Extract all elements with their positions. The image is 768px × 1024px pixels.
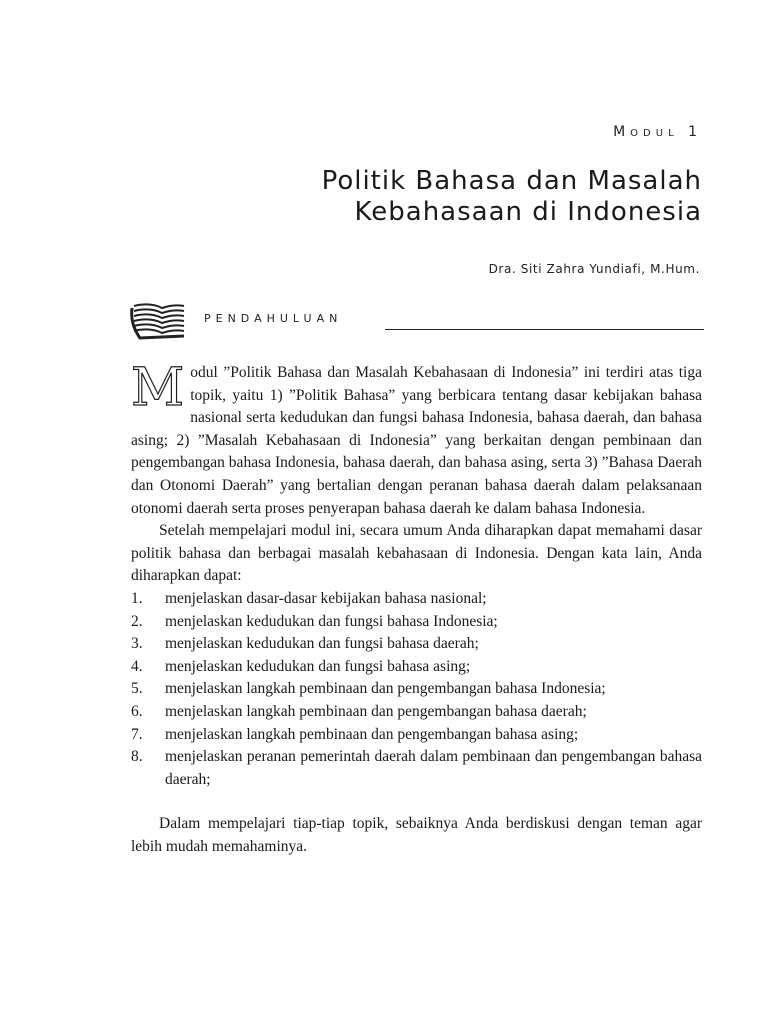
list-item bbox=[131, 633, 702, 656]
list-number: 1. bbox=[131, 589, 143, 607]
list-text: menjelaskan kedudukan dan fungsi bahasa daerah; bbox=[165, 635, 479, 653]
list-item bbox=[131, 656, 702, 679]
list-number: 6. bbox=[131, 702, 143, 720]
drop-cap: M bbox=[131, 358, 185, 418]
objectives-list bbox=[131, 588, 702, 791]
closing-paragraph: Dalam mempelajari tiap-tiap topik, sebaiknya Anda berdiskusi dengan teman agar lebih mudah memahaminya. bbox=[131, 815, 702, 855]
module-label: Modul 1 bbox=[613, 124, 702, 140]
list-text: menjelaskan kedudukan dan fungsi bahasa asing; bbox=[165, 657, 471, 675]
body-text bbox=[131, 358, 702, 858]
section-title: PENDAHULUAN bbox=[204, 312, 343, 325]
author-name: Dra. Siti Zahra Yundiafi, M.Hum. bbox=[488, 262, 700, 276]
objectives-intro-paragraph: Setelah mempelajari modul ini, secara umum Anda diharapkan dapat memahami dasar politik bahasa dan berbagai masalah kebahasaan di Indonesia. Dengan kata lain, Anda diharapkan dapat: bbox=[131, 522, 702, 585]
section-rule bbox=[385, 329, 704, 330]
list-text: menjelaskan dasar-dasar kebijakan bahasa nasional; bbox=[165, 589, 487, 607]
paragraph-spacer bbox=[131, 791, 702, 813]
list-text: menjelaskan langkah pembinaan dan pengembangan bahasa Indonesia; bbox=[165, 680, 606, 698]
intro-text: odul ”Politik Bahasa dan Masalah Kebahasaan di Indonesia” ini terdiri atas tiga topik, yaitu 1) ”Politik Bahasa” yang berbicara tentang dasar kebijakan bahasa nasional serta kedudukan dan fungsi bahasa Indonesia, bahasa daerah, dan bahasa asing; 2) ”Masalah Kebahasaan di Indonesia” yang berkaitan dengan pembinaan dan pengembangan bahasa Indonesia, bahasa daerah, dan bahasa asing, serta 3) ”Bahasa Daerah dan Otonomi Daerah” yang bertalian dengan peranan bahasa daerah dalam pelaksanaan otonomi daerah serta proses penyerapan bahasa daerah ke dalam bahasa Indonesia. bbox=[131, 364, 702, 517]
page-title bbox=[322, 166, 702, 228]
list-number: 5. bbox=[131, 680, 143, 698]
list-text: menjelaskan langkah pembinaan dan pengembangan bahasa asing; bbox=[165, 725, 579, 743]
list-number: 3. bbox=[131, 635, 143, 653]
section-header bbox=[130, 300, 704, 340]
list-text: menjelaskan kedudukan dan fungsi bahasa Indonesia; bbox=[165, 612, 498, 630]
list-number: 2. bbox=[131, 612, 143, 630]
list-text: menjelaskan langkah pembinaan dan pengembangan bahasa daerah; bbox=[165, 702, 587, 720]
title-line-1: Politik Bahasa dan Masalah bbox=[321, 166, 702, 196]
list-item bbox=[131, 611, 702, 634]
list-item bbox=[131, 588, 702, 611]
list-item bbox=[131, 746, 702, 791]
title-line-2: Kebahasaan di Indonesia bbox=[354, 197, 702, 227]
list-item bbox=[131, 678, 702, 701]
list-text: menjelaskan peranan pemerintah daerah dalam pembinaan dan pengembangan bahasa daerah; bbox=[165, 748, 702, 788]
list-number: 7. bbox=[131, 725, 143, 743]
list-item bbox=[131, 701, 702, 724]
list-number: 8. bbox=[131, 748, 143, 766]
open-book-icon bbox=[130, 302, 186, 340]
intro-paragraph bbox=[131, 358, 702, 520]
list-item bbox=[131, 724, 702, 747]
list-number: 4. bbox=[131, 657, 143, 675]
